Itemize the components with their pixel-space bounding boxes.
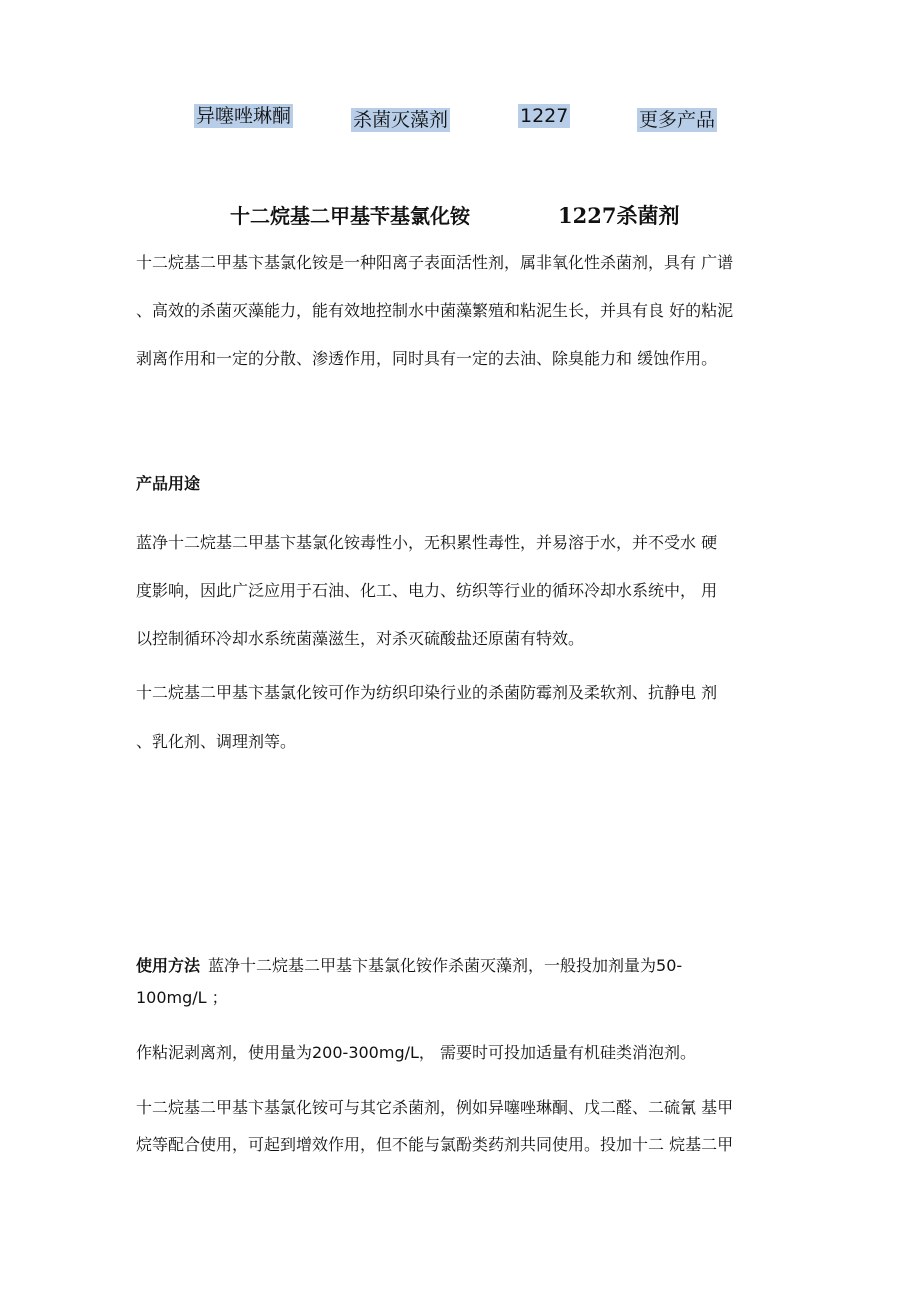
method-line: 十二烷基二甲基卞基氯化铵可与其它杀菌剂，例如异噻唑琳酮、戊二醛、二硫氰 基甲 [136, 1098, 734, 1117]
nav-link-isothiazolinone[interactable]: 异噻唑琳酮 [196, 105, 292, 127]
title-chemical-name: 十二烷基二甲基苄基氯化铵 [230, 204, 470, 228]
usage-line: 度影响，因此广泛应用于石油、化工、电力、纺织等行业的循环冷却水系统中， 用 [136, 581, 718, 600]
nav-link-more-products[interactable]: 更多产品 [639, 109, 716, 131]
usage-line: 、乳化剂、调理剂等。 [136, 732, 297, 751]
method-line: 100mg/L ； [136, 988, 228, 1007]
nav-link-biocide[interactable]: 杀菌灭藻剂 [353, 109, 449, 131]
method-text: 蓝净十二烷基二甲基卞基氯化铵作杀菌灭藻剂，一般投加剂量为50- [208, 956, 683, 975]
intro-line: 十二烷基二甲基卞基氯化铵是一种阳离子表面活性剂，属非氧化性杀菌剂，具有 广谱 [136, 253, 734, 272]
nav-link-1227[interactable]: 1227 [520, 105, 569, 127]
title-product-name: 1227杀菌剂 [558, 203, 680, 228]
method-line: 烷等配合使用，可起到增效作用，但不能与氯酚类药剂共同使用。投加十二 烷基二甲 [136, 1135, 734, 1154]
usage-heading: 产品用途 [136, 474, 201, 493]
method-line: 作粘泥剥离剂，使用量为200-300mg/L， 需要时可投加适量有机硅类消泡剂。 [136, 1043, 696, 1062]
usage-line: 十二烷基二甲基卞基氯化铵可作为纺织印染行业的杀菌防霉剂及柔软剂、抗静电 剂 [136, 683, 718, 702]
method-line [136, 955, 682, 977]
usage-line: 蓝净十二烷基二甲基卞基氯化铵毒性小，无积累性毒性，并易溶于水，并不受水 硬 [136, 533, 718, 552]
method-heading: 使用方法 [136, 956, 201, 975]
usage-line: 以控制循环冷却水系统菌藻滋生，对杀灭硫酸盐还原菌有特效。 [136, 629, 585, 648]
intro-line: 、高效的杀菌灭藻能力，能有效地控制水中菌藻繁殖和粘泥生长，并具有良 好的粘泥 [136, 301, 734, 320]
intro-line: 剥离作用和一定的分散、渗透作用，同时具有一定的去油、除臭能力和 缓蚀作用。 [136, 349, 718, 368]
